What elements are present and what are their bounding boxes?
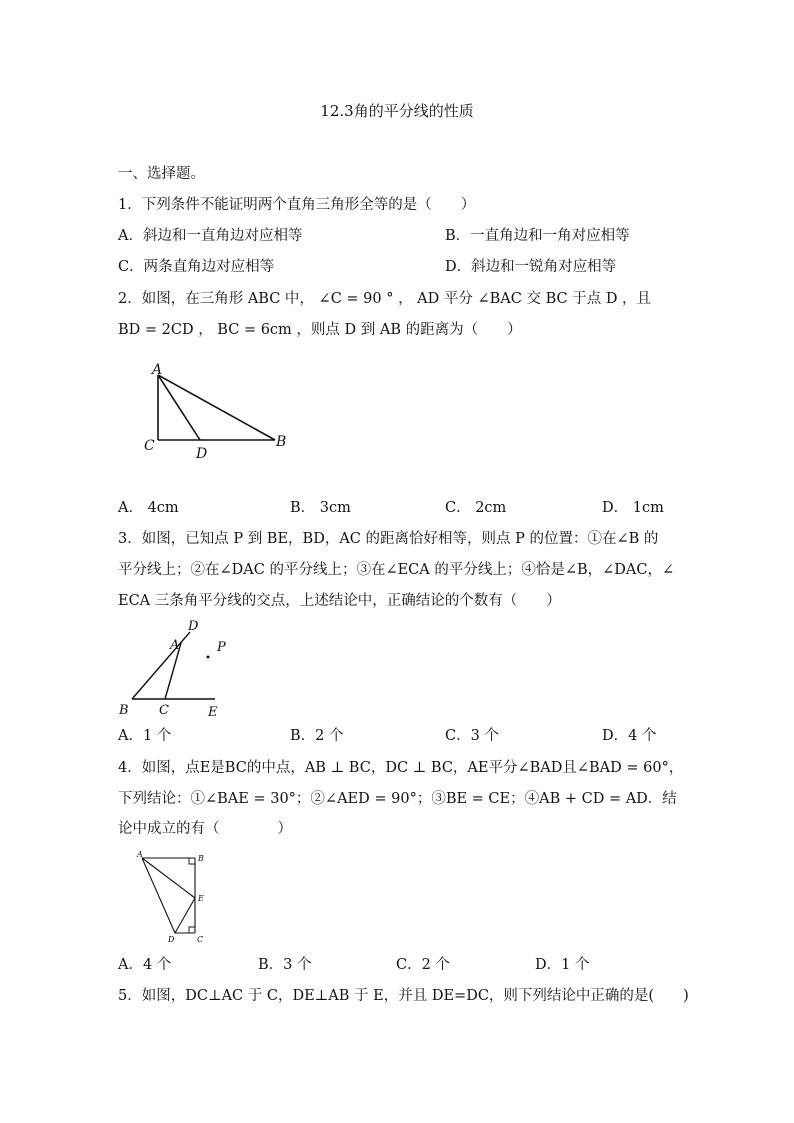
question-4-option-a: A．4 个 [118, 957, 172, 973]
question-4-line-2: 下列结论：①∠BAE = 30°；②∠AED = 90°；③BE = CE；④AB + CD = AD．结 [118, 791, 677, 807]
question-2-figure [140, 360, 300, 465]
question-2-option-c: C． 2cm [445, 500, 507, 516]
ray-bd [132, 632, 190, 699]
question-4-option-b: B．3 个 [258, 957, 312, 973]
label-a: A [137, 850, 143, 859]
question-5-line-1: 5．如图，DC⊥AC 于 C，DE⊥AB 于 E，并且 DE=DC，则下列结论中正确的是( ) [118, 988, 689, 1004]
segment-ab [158, 375, 275, 440]
question-3-option-d: D．4 个 [602, 728, 657, 744]
question-2-option-b: B． 3cm [290, 500, 351, 516]
label-e: E [198, 894, 204, 903]
question-4-line-3: 论中成立的有（ ） [118, 821, 292, 837]
segment-ad [142, 858, 175, 933]
question-3-option-a: A．1 个 [118, 728, 172, 744]
question-3-line-1: 3．如图，已知点 P 到 BE，BD，AC 的距离恰好相等，则点 P 的位置：①在∠B 的 [118, 531, 659, 547]
segment-ae [142, 858, 195, 898]
label-d: D [168, 935, 175, 944]
segment-ad [158, 375, 200, 440]
question-3-line-2: 平分线上；②在∠DAC 的平分线上；③在∠ECA 的平分线上；④恰是∠B，∠DAC，∠ [118, 562, 675, 578]
label-b: B [276, 434, 287, 450]
question-2-option-d: D． 1cm [602, 500, 664, 516]
label-b: B [198, 854, 204, 863]
right-angle-c [189, 927, 195, 933]
label-b: B [119, 703, 129, 718]
question-2-option-a: A． 4cm [118, 500, 179, 516]
question-4-option-c: C．2 个 [396, 957, 450, 973]
question-1-option-b: B．一直角边和一角对应相等 [445, 228, 630, 244]
label-c: C [197, 935, 204, 944]
right-angle-b [189, 858, 195, 864]
label-c: C [144, 438, 155, 454]
question-3-option-c: C．3 个 [445, 728, 499, 744]
question-4-figure [135, 850, 215, 946]
question-2-line-2: BD = 2CD ， BC = 6cm ，则点 D 到 AB 的距离为（ ） [118, 322, 522, 338]
label-a: A [152, 362, 163, 378]
question-2-line-1: 2．如图，在三角形 ABC 中， ∠C = 90 ° ， AD 平分 ∠BAC 交 BC 于点 D ，且 [118, 291, 652, 307]
question-3-figure [115, 615, 235, 720]
label-p: P [217, 640, 226, 655]
question-1-option-c: C．两条直角边对应相等 [118, 259, 275, 275]
question-1-stem: 1．下列条件不能证明两个直角三角形全等的是（ ） [118, 197, 476, 213]
label-d: D [188, 619, 199, 634]
question-3-line-3: ECA 三条角平分线的交点，上述结论中，正确结论的个数有（ ） [118, 593, 561, 609]
segment-de [175, 898, 195, 933]
section-heading: 一、选择题。 [118, 166, 205, 182]
page-title: 12.3角的平分线的性质 [320, 102, 474, 120]
point-p [207, 656, 210, 659]
question-3-option-b: B．2 个 [290, 728, 344, 744]
question-1-option-a: A．斜边和一直角边对应相等 [118, 228, 303, 244]
label-a: A [170, 638, 180, 653]
question-1-option-d: D．斜边和一锐角对应相等 [445, 259, 617, 275]
question-4-option-d: D．1 个 [535, 957, 590, 973]
label-d: D [196, 446, 208, 462]
label-c: C [159, 703, 169, 718]
question-4-line-1: 4．如图，点E是BC的中点，AB ⊥ BC，DC ⊥ BC，AE平分∠BAD且∠BAD = 60°， [118, 760, 684, 776]
label-e: E [208, 705, 218, 720]
